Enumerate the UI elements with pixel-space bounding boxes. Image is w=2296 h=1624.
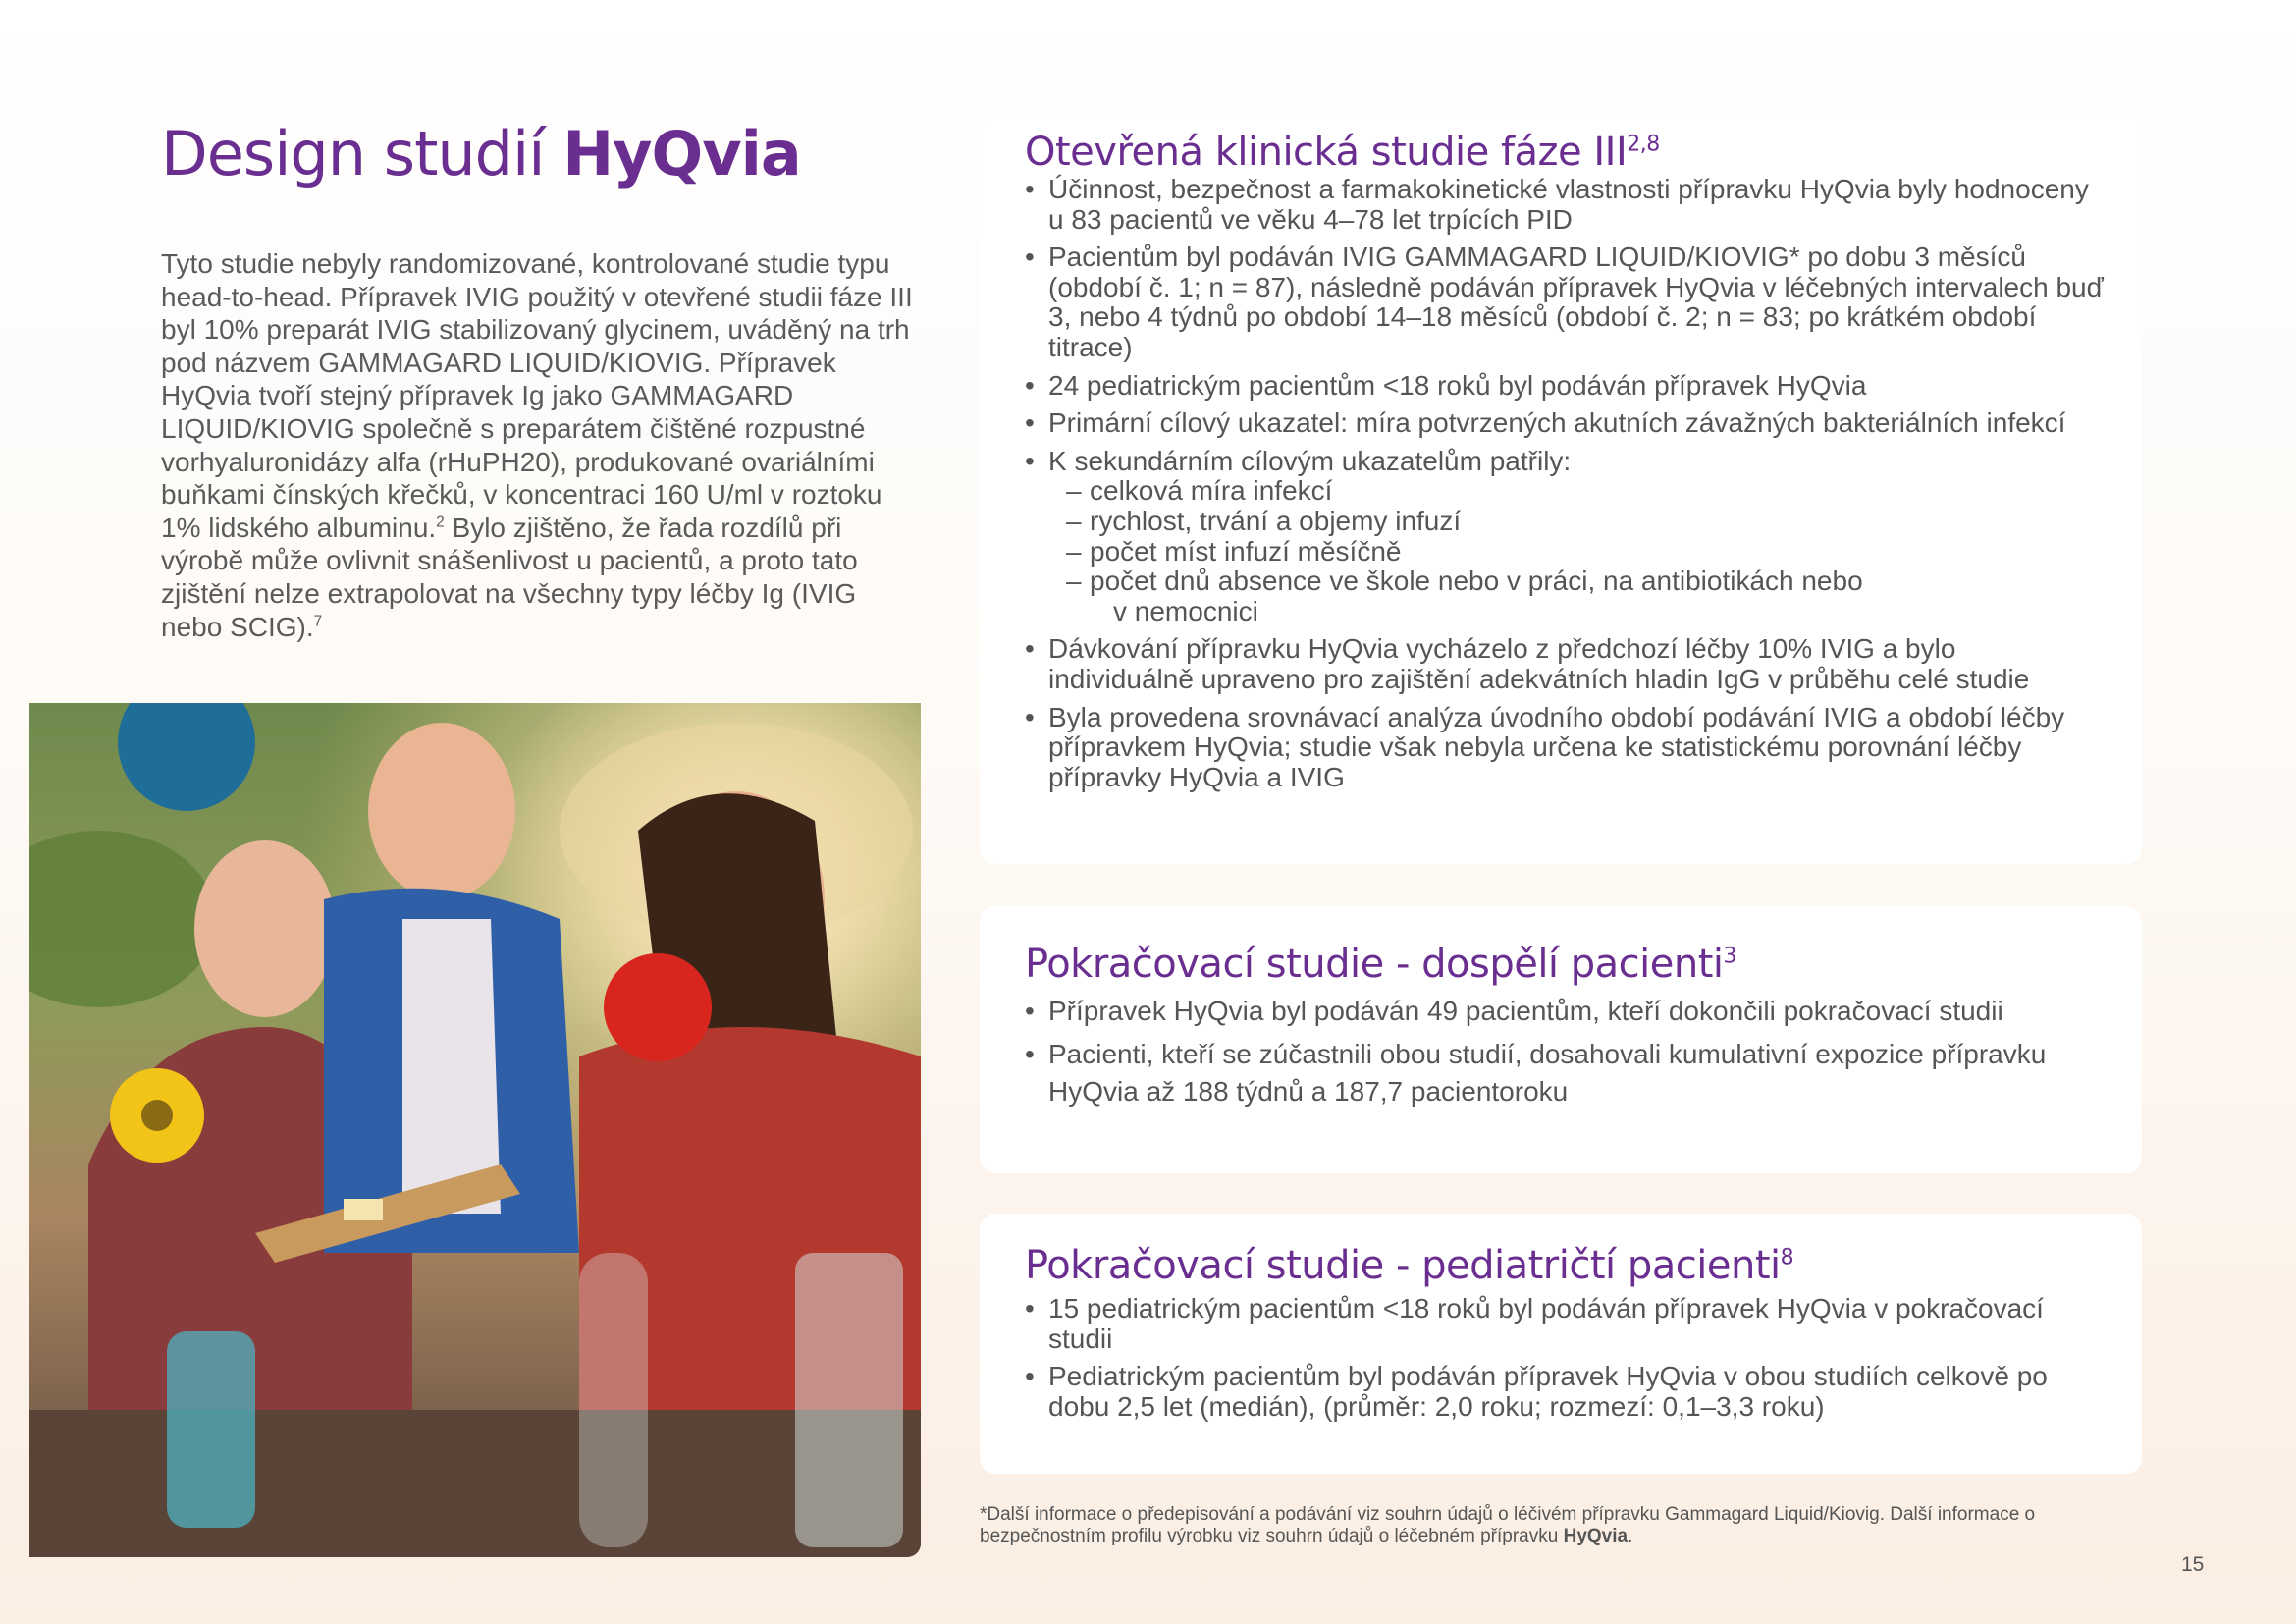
footnote: [980, 1504, 2138, 1547]
intro-text-2: Bylo zjištěno, že řada rozdílů při výrobě může ovlivnit snášenlivost u pacientů, a proto tato zjištění nelze extrapolovat na všechny typy léčby Ig (IVIG nebo SCIG).: [161, 512, 858, 642]
water-glass: [795, 1253, 903, 1547]
intro-text-1: Tyto studie nebyly randomizované, kontrolované studie typu head-to-head. Přípravek IVIG použitý v otevřené studii fáze III byl 10% preparát IVIG stabilizovaný glycinem, uváděný na trh pod názvem GAMMAGARD LIQUID/KIOVIG. Přípravek HyQvia tvoří stejný přípravek Ig jako GAMMAGARD LIQUID/KIOVIG společně s preparátem čištěné rozpustné vorhyaluronidázy alfa (rHuPH20), produkované ovariálními buňkami čínských křečků, v koncentraci 160 U/ml v roztoku 1% lidského albuminu.: [161, 248, 913, 543]
card-pediatric-extension-study: [980, 1214, 2142, 1474]
list-item: • Pacientům byl podáván IVIG GAMMAGARD LIQUID/KIOVIG* po dobu 3 měsíců (období č. 1; n = 87), následně podáván přípravek HyQvia v léčebných intervalech buď 3, nebo 4 týdnů po období 14–18 měsíců (období č. 2; n = 83; po krátkém období titrace): [1025, 243, 2105, 362]
sub-list-item: – rychlost, trvání a objemy infuzí: [1025, 507, 2105, 537]
card-adult-title-ref: 3: [1723, 944, 1737, 969]
blue-glass: [167, 1331, 255, 1528]
footnote-brand: HyQvia: [1563, 1526, 1629, 1546]
list-item: • Byla provedena srovnávací analýza úvodního období podávání IVIG a období léčby přípravkem HyQvia; studie však nebyla určena ke statistickému porovnání léčby přípravky HyQvia a IVIG: [1025, 703, 2105, 793]
card-phase3-study: [980, 116, 2142, 864]
older-woman-head: [368, 723, 515, 899]
list-item: • K sekundárním cílovým ukazatelům patřily:: [1025, 447, 2105, 477]
list-item: • 24 pediatrickým pacientům <18 roků byl podáván přípravek HyQvia: [1025, 371, 2105, 402]
elderly-man-head: [194, 840, 336, 1017]
family-dinner-illustration: [29, 703, 921, 1557]
list-item: • Pediatrickým pacientům byl podáván přípravek HyQvia v obou studiích celkově po dobu 2,5 let (medián), (průměr: 2,0 roku; rozmezí: 0,1–3,3 roku): [1025, 1362, 2105, 1422]
sub-list-item: – počet dnů absence ve škole nebo v práci, na antibiotikách nebo: [1025, 567, 2105, 597]
card-phase3-title: [1025, 130, 2105, 175]
intro-ref-2: 7: [313, 613, 323, 630]
flower-center: [141, 1100, 173, 1131]
cheese-piece: [344, 1199, 383, 1220]
page-number: 15: [2181, 1553, 2205, 1576]
card-pediatric-title: [1025, 1243, 2105, 1288]
glass-vase: [579, 1253, 648, 1547]
card-phase3-title-text: Otevřená klinická studie fáze III: [1025, 130, 1628, 175]
card-phase3-list: [1025, 175, 2105, 792]
list-item: • Primární cílový ukazatel: míra potvrzených akutních závažných bakteriálních infekcí: [1025, 408, 2105, 439]
sub-list-item-continuation: v nemocnici: [1113, 595, 1258, 626]
table: [29, 1410, 921, 1557]
card-adult-list: [1025, 993, 2105, 1110]
list-item: • Přípravek HyQvia byl podáván 49 pacientům, kteří dokončili pokračovací studii: [1025, 993, 2105, 1030]
page-title-brand: HyQvia: [562, 118, 801, 189]
intro-ref-1: 2: [436, 514, 445, 531]
intro-paragraph: [161, 247, 917, 643]
card-adult-extension-study: [980, 906, 2142, 1173]
list-item: • Účinnost, bezpečnost a farmakokinetické vlastnosti přípravku HyQvia byly hodnoceny u 83 pacientů ve věku 4–78 let trpících PID: [1025, 175, 2105, 235]
page-title-normal: Design studií: [161, 118, 545, 189]
card-adult-title-text: Pokračovací studie - dospělí pacienti: [1025, 942, 1724, 987]
card-pediatric-list: [1025, 1294, 2105, 1422]
sub-list-item: – počet míst infuzí měsíčně: [1025, 537, 2105, 568]
list-item: • Pacienti, kteří se zúčastnili obou studií, dosahovali kumulativní expozice přípravku HyQvia až 188 týdnů a 187,7 pacientoroku: [1025, 1036, 2105, 1110]
list-item: • Dávkování přípravku HyQvia vycházelo z předchozí léčby 10% IVIG a bylo individuálně upraveno pro zajištění adekvátních hladin IgG v průběhu celé studie: [1025, 634, 2105, 694]
family-dinner-photo: [29, 703, 921, 1557]
red-flower: [604, 953, 712, 1061]
card-pediatric-title-text: Pokračovací studie - pediatričtí pacienti: [1025, 1243, 1781, 1288]
card-pediatric-title-ref: 8: [1780, 1245, 1794, 1271]
page-title: [161, 118, 801, 189]
footnote-text: *Další informace o předepisování a podávání viz souhrn údajů o léčivém přípravku Gammagard Liquid/Kiovig. Další informace o bezpečnostním profilu výrobku viz souhrn údajů o léčebném přípravku: [980, 1504, 2036, 1546]
card-adult-title: [1025, 942, 2105, 987]
footnote-end: .: [1628, 1526, 1633, 1546]
card-phase3-title-ref: 2,8: [1627, 132, 1660, 157]
list-item: • 15 pediatrickým pacientům <18 roků byl podáván přípravek HyQvia v pokračovací studii: [1025, 1294, 2105, 1354]
sub-list-item: – celková míra infekcí: [1025, 476, 2105, 507]
